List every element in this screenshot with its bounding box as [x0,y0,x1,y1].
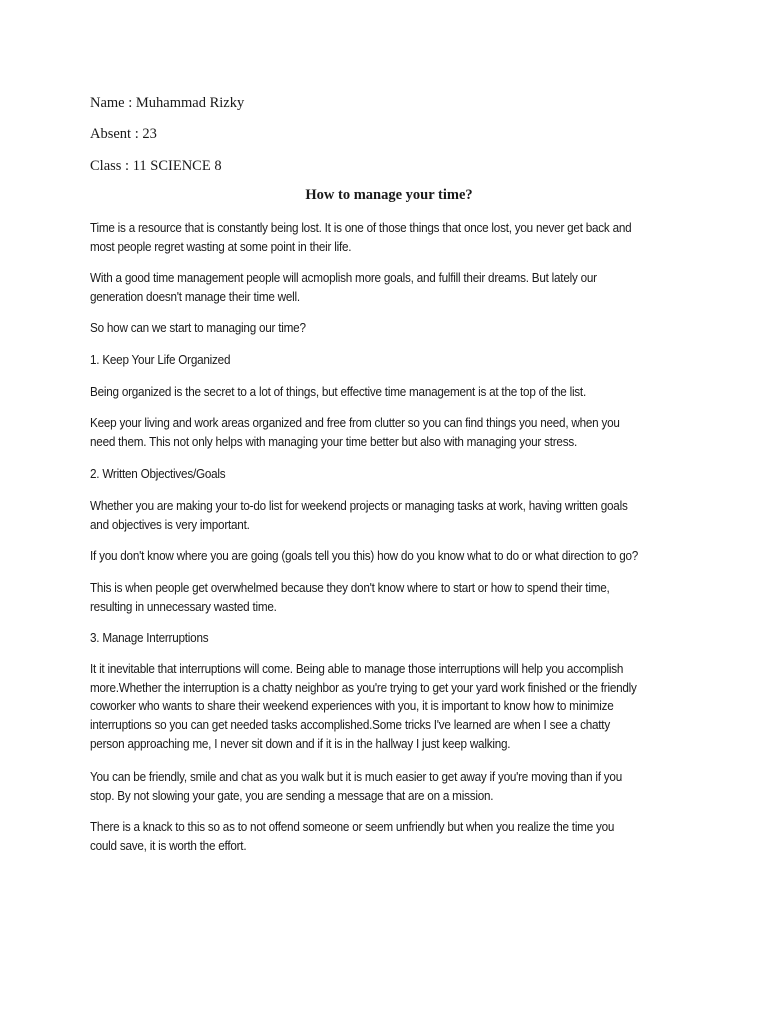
paragraph-friendly: You can be friendly, smile and chat as you walk but it is much easier to get away if you're moving than if you stop. By not slowing your gate, you are sending a message that are on a mission. [90,770,622,803]
paragraph-interruptions: It it inevitable that interruptions will come. Being able to manage those interruptions will help you accomplish more.Whether the interruption is a chatty neighbor as you're trying to get your yard work finished or the friendly coworker who wants to share their weekend experiences with you, it is important to know how to minimize interruptions so you can get needed tasks accomplished.Some tricks I've learned are when I see a chatty person approaching me, I never sit down and if it is in the hallway I just keep walking. [90,662,637,751]
paragraph-question: So how can we start to managing our time? [90,321,306,335]
paragraph-clutter: Keep your living and work areas organized and free from clutter so you can find things you need, when you need them. This not only helps with managing your time better but also with managing your stress. [90,416,620,449]
section-heading-interruptions: 3. Manage Interruptions [90,631,209,645]
paragraph-generation: With a good time management people will acmoplish more goals, and fulfill their dreams. But lately our generation doesn't manage their time well. [90,271,597,304]
section-heading-goals: 2. Written Objectives/Goals [90,467,226,481]
document-title: How to manage your time? [305,187,473,203]
paragraph-todo-list: Whether you are making your to-do list for weekend projects or managing tasks at work, having written goals and objectives is very important. [90,499,628,532]
paragraph-knack: There is a knack to this so as to not offend someone or seem unfriendly but when you realize the time you could save, it is worth the effort. [90,820,615,853]
paragraph-direction: If you don't know where you are going (goals tell you this) how do you know what to do or what direction to go? [90,549,639,563]
student-class: Class : 11 SCIENCE 8 [90,158,222,174]
student-absent-number: Absent : 23 [90,126,157,142]
student-name: Name : Muhammad Rizky [90,95,245,111]
paragraph-intro: Time is a resource that is constantly being lost. It is one of those things that once lost, you never get back and most people regret wasting at some point in their life. [90,221,632,254]
paragraph-overwhelmed: This is when people get overwhelmed because they don't know where to start or how to spend their time, resulting in unnecessary wasted time. [90,581,610,614]
section-heading-organized: 1. Keep Your Life Organized [90,353,231,367]
paragraph-organized: Being organized is the secret to a lot of things, but effective time management is at the top of the list. [90,385,586,399]
